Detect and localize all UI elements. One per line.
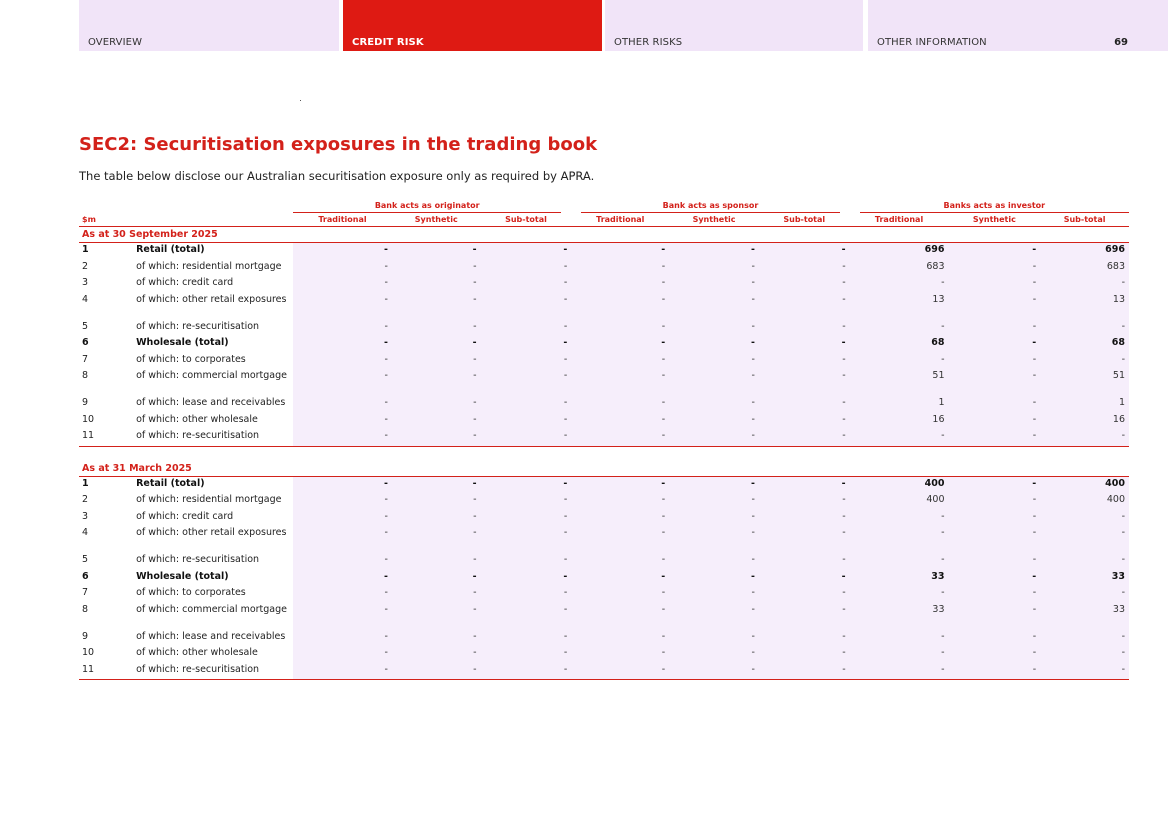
group-originator-header: Bank acts as originator: [293, 198, 571, 213]
row-label: of which: re-securitisation: [136, 429, 293, 446]
row-number: 9: [82, 630, 89, 642]
value-cell: 1: [850, 396, 949, 413]
value-cell: -: [759, 510, 850, 527]
tab-other-risks[interactable]: [605, 0, 863, 51]
value-cell: -: [1040, 586, 1129, 603]
value-cell: -: [759, 336, 850, 353]
row-label: Wholesale (total): [136, 337, 229, 348]
value-cell: -: [481, 293, 572, 320]
row-number: 2: [82, 494, 89, 505]
row-label: Retail (total): [136, 244, 205, 255]
row-number: 11: [79, 429, 136, 446]
value-cell: -: [481, 476, 572, 493]
value-cell: -: [293, 630, 392, 647]
row-number: 11: [79, 663, 136, 680]
table-row: [79, 413, 1129, 430]
table-row: [79, 243, 1129, 260]
row-label: of which: lease and receivables: [136, 397, 286, 408]
table-row: [79, 369, 1129, 396]
value-cell: -: [669, 663, 759, 680]
value-cell: 68: [850, 336, 949, 353]
securitisation-table: [79, 198, 1129, 680]
value-cell: -: [669, 586, 759, 603]
value-cell: -: [293, 369, 392, 396]
value-cell: -: [481, 413, 572, 430]
value-cell: -: [481, 320, 572, 337]
value-cell: 33: [850, 570, 949, 587]
value-cell: -: [1040, 646, 1129, 663]
value-cell: -: [949, 293, 1041, 320]
table-row: [79, 663, 1129, 680]
value-cell: -: [392, 413, 481, 430]
col-originator-subtotal: Sub-total: [481, 213, 572, 227]
value-cell: -: [1040, 510, 1129, 527]
value-cell: -: [571, 429, 669, 446]
tab-credit-risk-label: CREDIT RISK: [352, 37, 424, 48]
value-cell: 33: [850, 603, 949, 630]
row-number: 1: [82, 477, 89, 489]
value-cell: -: [293, 510, 392, 527]
value-cell: -: [949, 476, 1041, 493]
table-row: [79, 553, 1129, 570]
tab-other-information[interactable]: [868, 0, 1168, 51]
value-cell: -: [759, 276, 850, 293]
value-cell: -: [850, 630, 949, 647]
row-label: Wholesale (total): [136, 570, 229, 582]
value-cell: -: [1040, 553, 1129, 570]
value-cell: -: [850, 646, 949, 663]
value-cell: -: [571, 493, 669, 510]
value-cell: -: [759, 663, 850, 680]
section-heading: As at 30 September 2025: [79, 227, 1129, 243]
table-row: [79, 353, 1129, 370]
col-investor-traditional: Traditional: [850, 213, 949, 227]
sub-header-row: [79, 213, 1129, 227]
value-cell: -: [949, 603, 1041, 630]
value-cell: -: [669, 646, 759, 663]
value-cell: -: [481, 510, 572, 527]
value-cell: -: [949, 493, 1041, 510]
row-label: of which: re-securitisation: [136, 663, 293, 680]
value-cell: -: [759, 293, 850, 320]
value-cell: -: [571, 646, 669, 663]
value-cell: -: [481, 396, 572, 413]
value-cell: -: [571, 260, 669, 277]
value-cell: 16: [850, 413, 949, 430]
row-label: of which: to corporates: [136, 587, 246, 598]
value-cell: -: [293, 429, 392, 446]
table-row: [79, 396, 1129, 413]
value-cell: 13: [850, 293, 949, 320]
value-cell: 16: [1040, 413, 1129, 430]
group-investor-header: Banks acts as investor: [850, 198, 1129, 213]
row-label: of which: commercial mortgage: [136, 603, 288, 615]
value-cell: -: [481, 369, 572, 396]
tab-other-information-label: OTHER INFORMATION: [877, 37, 987, 48]
value-cell: -: [949, 396, 1041, 413]
value-cell: -: [392, 553, 481, 570]
value-cell: -: [392, 353, 481, 370]
table-row: [79, 570, 1129, 587]
section-heading: As at 31 March 2025: [79, 461, 1129, 477]
value-cell: -: [759, 396, 850, 413]
value-cell: -: [571, 510, 669, 527]
value-cell: -: [293, 476, 392, 493]
section-heading-row: [79, 461, 1129, 477]
value-cell: -: [571, 369, 669, 396]
value-cell: -: [481, 526, 572, 553]
value-cell: -: [949, 586, 1041, 603]
value-cell: 696: [1040, 243, 1129, 260]
table-row: [79, 429, 1129, 446]
table-row: [79, 320, 1129, 337]
value-cell: -: [759, 570, 850, 587]
value-cell: -: [293, 526, 392, 553]
col-investor-synthetic: Synthetic: [949, 213, 1041, 227]
table-row: [79, 336, 1129, 353]
value-cell: -: [949, 336, 1041, 353]
value-cell: -: [759, 353, 850, 370]
value-cell: -: [571, 603, 669, 630]
table-body: [79, 227, 1129, 680]
value-cell: -: [392, 369, 481, 396]
value-cell: -: [759, 603, 850, 630]
row-number: 3: [82, 277, 89, 288]
value-cell: -: [571, 663, 669, 680]
tab-overview-label: OVERVIEW: [88, 37, 143, 48]
value-cell: -: [949, 320, 1041, 337]
row-number: 1: [82, 244, 89, 255]
value-cell: -: [293, 663, 392, 680]
row-number: 10: [82, 647, 95, 658]
value-cell: -: [759, 369, 850, 396]
value-cell: -: [669, 553, 759, 570]
col-originator-traditional: Traditional: [293, 213, 392, 227]
value-cell: -: [669, 630, 759, 647]
value-cell: -: [293, 353, 392, 370]
value-cell: -: [759, 429, 850, 446]
value-cell: -: [571, 553, 669, 570]
table-row: [79, 476, 1129, 493]
row-number: 6: [82, 570, 89, 582]
value-cell: -: [571, 586, 669, 603]
value-cell: -: [949, 570, 1041, 587]
value-cell: -: [293, 293, 392, 320]
row-number: 5: [82, 320, 89, 332]
value-cell: -: [949, 630, 1041, 647]
value-cell: -: [571, 336, 669, 353]
value-cell: 33: [1040, 603, 1129, 630]
row-label: of which: to corporates: [136, 353, 246, 365]
value-cell: -: [669, 320, 759, 337]
table-row: [79, 646, 1129, 663]
value-cell: -: [669, 336, 759, 353]
value-cell: 400: [1040, 493, 1129, 510]
value-cell: -: [669, 570, 759, 587]
section-spacer: [79, 446, 1129, 461]
value-cell: -: [759, 586, 850, 603]
value-cell: 683: [1040, 260, 1129, 277]
value-cell: -: [481, 603, 572, 630]
value-cell: 33: [1040, 570, 1129, 587]
value-cell: -: [392, 663, 481, 680]
value-cell: -: [571, 293, 669, 320]
value-cell: 683: [850, 260, 949, 277]
value-cell: -: [1040, 276, 1129, 293]
value-cell: -: [949, 369, 1041, 396]
value-cell: -: [759, 243, 850, 260]
value-cell: -: [392, 396, 481, 413]
value-cell: -: [293, 493, 392, 510]
value-cell: -: [1040, 353, 1129, 370]
value-cell: -: [949, 276, 1041, 293]
value-cell: -: [669, 293, 759, 320]
row-number: 8: [82, 370, 89, 381]
col-sponsor-traditional: Traditional: [571, 213, 669, 227]
row-number: 2: [82, 260, 89, 272]
row-label: of which: other wholesale: [136, 647, 258, 658]
table-row: [79, 603, 1129, 630]
stray-dot: [300, 100, 301, 101]
value-cell: -: [481, 429, 572, 446]
value-cell: -: [481, 663, 572, 680]
value-cell: -: [1040, 429, 1129, 446]
table-row: [79, 260, 1129, 277]
intro-text: The table below disclose our Australian securitisation exposure only as required by APRA.: [79, 169, 595, 183]
table-row: [79, 586, 1129, 603]
row-number: 7: [82, 587, 89, 598]
section-heading-row: [79, 227, 1129, 243]
row-label: of which: residential mortgage: [136, 494, 282, 505]
row-label: of which: commercial mortgage: [136, 370, 288, 381]
col-investor-subtotal: Sub-total: [1040, 213, 1129, 227]
value-cell: -: [481, 260, 572, 277]
value-cell: -: [949, 510, 1041, 527]
value-cell: -: [571, 526, 669, 553]
value-cell: -: [293, 586, 392, 603]
table-row: [79, 526, 1129, 553]
value-cell: -: [392, 526, 481, 553]
value-cell: -: [293, 396, 392, 413]
value-cell: -: [850, 526, 949, 553]
row-label: Retail (total): [136, 477, 205, 489]
row-label: of which: lease and receivables: [136, 630, 286, 642]
value-cell: -: [850, 663, 949, 680]
value-cell: -: [850, 276, 949, 293]
value-cell: -: [850, 320, 949, 337]
value-cell: -: [669, 476, 759, 493]
value-cell: -: [392, 276, 481, 293]
row-label: of which: credit card: [136, 277, 234, 288]
value-cell: -: [293, 646, 392, 663]
value-cell: -: [759, 630, 850, 647]
group-sponsor-header: Bank acts as sponsor: [571, 198, 849, 213]
table-row: [79, 293, 1129, 320]
value-cell: -: [759, 260, 850, 277]
value-cell: -: [571, 630, 669, 647]
value-cell: -: [669, 413, 759, 430]
value-cell: -: [949, 353, 1041, 370]
value-cell: -: [293, 570, 392, 587]
row-label: of which: credit card: [136, 510, 234, 522]
row-number: 6: [82, 337, 89, 348]
value-cell: -: [392, 493, 481, 510]
value-cell: -: [850, 429, 949, 446]
value-cell: -: [571, 396, 669, 413]
value-cell: -: [759, 476, 850, 493]
row-number: 5: [82, 554, 89, 565]
value-cell: -: [759, 320, 850, 337]
value-cell: -: [759, 526, 850, 553]
col-sponsor-subtotal: Sub-total: [759, 213, 850, 227]
row-label: of which: other retail exposures: [136, 293, 287, 305]
value-cell: -: [949, 243, 1041, 260]
value-cell: -: [1040, 320, 1129, 337]
value-cell: -: [392, 586, 481, 603]
value-cell: -: [293, 336, 392, 353]
value-cell: -: [392, 260, 481, 277]
value-cell: -: [481, 586, 572, 603]
value-cell: -: [850, 353, 949, 370]
value-cell: -: [571, 276, 669, 293]
page-title: SEC2: Securitisation exposures in the trading book: [79, 134, 598, 155]
value-cell: -: [481, 353, 572, 370]
value-cell: -: [759, 413, 850, 430]
value-cell: 1: [1040, 396, 1129, 413]
row-label: of which: other wholesale: [136, 413, 258, 425]
top-navigation: [79, 0, 1168, 51]
value-cell: 51: [850, 369, 949, 396]
value-cell: -: [392, 570, 481, 587]
value-cell: -: [392, 630, 481, 647]
value-cell: -: [293, 603, 392, 630]
row-number: 4: [82, 293, 89, 305]
group-header-row: [79, 198, 1129, 213]
value-cell: -: [949, 413, 1041, 430]
value-cell: -: [949, 553, 1041, 570]
value-cell: -: [392, 510, 481, 527]
value-cell: -: [571, 353, 669, 370]
value-cell: -: [850, 586, 949, 603]
row-number: 9: [82, 397, 89, 408]
row-number: 8: [82, 603, 89, 615]
value-cell: -: [571, 413, 669, 430]
value-cell: -: [392, 603, 481, 630]
table-row: [79, 276, 1129, 293]
value-cell: -: [571, 320, 669, 337]
value-cell: -: [669, 603, 759, 630]
value-cell: -: [949, 646, 1041, 663]
value-cell: 13: [1040, 293, 1129, 320]
value-cell: -: [669, 396, 759, 413]
value-cell: -: [293, 320, 392, 337]
value-cell: -: [669, 260, 759, 277]
tab-other-risks-label: OTHER RISKS: [614, 37, 683, 48]
tab-credit-risk[interactable]: [343, 0, 602, 51]
row-label: of which: re-securitisation: [136, 554, 260, 565]
value-cell: -: [669, 429, 759, 446]
value-cell: -: [669, 276, 759, 293]
table-row: [79, 630, 1129, 647]
col-originator-synthetic: Synthetic: [392, 213, 481, 227]
value-cell: -: [669, 493, 759, 510]
unit-label: $m: [79, 213, 293, 227]
value-cell: -: [293, 260, 392, 277]
tab-overview[interactable]: [79, 0, 339, 51]
value-cell: -: [669, 369, 759, 396]
page-number: 69: [1114, 37, 1128, 48]
value-cell: -: [392, 429, 481, 446]
value-cell: -: [481, 630, 572, 647]
value-cell: -: [571, 476, 669, 493]
value-cell: 400: [1040, 476, 1129, 493]
value-cell: -: [571, 243, 669, 260]
value-cell: -: [481, 243, 572, 260]
value-cell: -: [949, 260, 1041, 277]
value-cell: 400: [850, 476, 949, 493]
row-number: 4: [82, 527, 89, 538]
value-cell: -: [669, 510, 759, 527]
value-cell: -: [949, 526, 1041, 553]
value-cell: -: [759, 553, 850, 570]
value-cell: -: [293, 243, 392, 260]
value-cell: -: [669, 353, 759, 370]
table-row: [79, 510, 1129, 527]
value-cell: -: [392, 336, 481, 353]
table-row: [79, 493, 1129, 510]
row-number: 3: [82, 510, 89, 522]
value-cell: -: [481, 553, 572, 570]
value-cell: -: [1040, 526, 1129, 553]
value-cell: -: [949, 663, 1041, 680]
value-cell: -: [392, 293, 481, 320]
value-cell: -: [481, 336, 572, 353]
value-cell: -: [669, 526, 759, 553]
value-cell: -: [293, 413, 392, 430]
value-cell: -: [850, 553, 949, 570]
value-cell: -: [759, 493, 850, 510]
value-cell: -: [481, 493, 572, 510]
col-sponsor-synthetic: Synthetic: [669, 213, 759, 227]
value-cell: -: [481, 570, 572, 587]
value-cell: -: [850, 510, 949, 527]
value-cell: 400: [850, 493, 949, 510]
value-cell: -: [669, 243, 759, 260]
row-label: of which: re-securitisation: [136, 320, 260, 332]
row-label: of which: other retail exposures: [136, 527, 287, 538]
value-cell: -: [392, 646, 481, 663]
value-cell: -: [759, 646, 850, 663]
value-cell: 68: [1040, 336, 1129, 353]
value-cell: 51: [1040, 369, 1129, 396]
value-cell: -: [481, 646, 572, 663]
row-label: of which: residential mortgage: [136, 260, 282, 272]
value-cell: -: [392, 243, 481, 260]
value-cell: -: [1040, 663, 1129, 680]
value-cell: 696: [850, 243, 949, 260]
value-cell: -: [293, 553, 392, 570]
value-cell: -: [571, 570, 669, 587]
row-number: 10: [82, 413, 95, 425]
value-cell: -: [1040, 630, 1129, 647]
row-number: 7: [82, 353, 89, 365]
value-cell: -: [949, 429, 1041, 446]
value-cell: -: [481, 276, 572, 293]
value-cell: -: [392, 320, 481, 337]
value-cell: -: [293, 276, 392, 293]
value-cell: -: [392, 476, 481, 493]
